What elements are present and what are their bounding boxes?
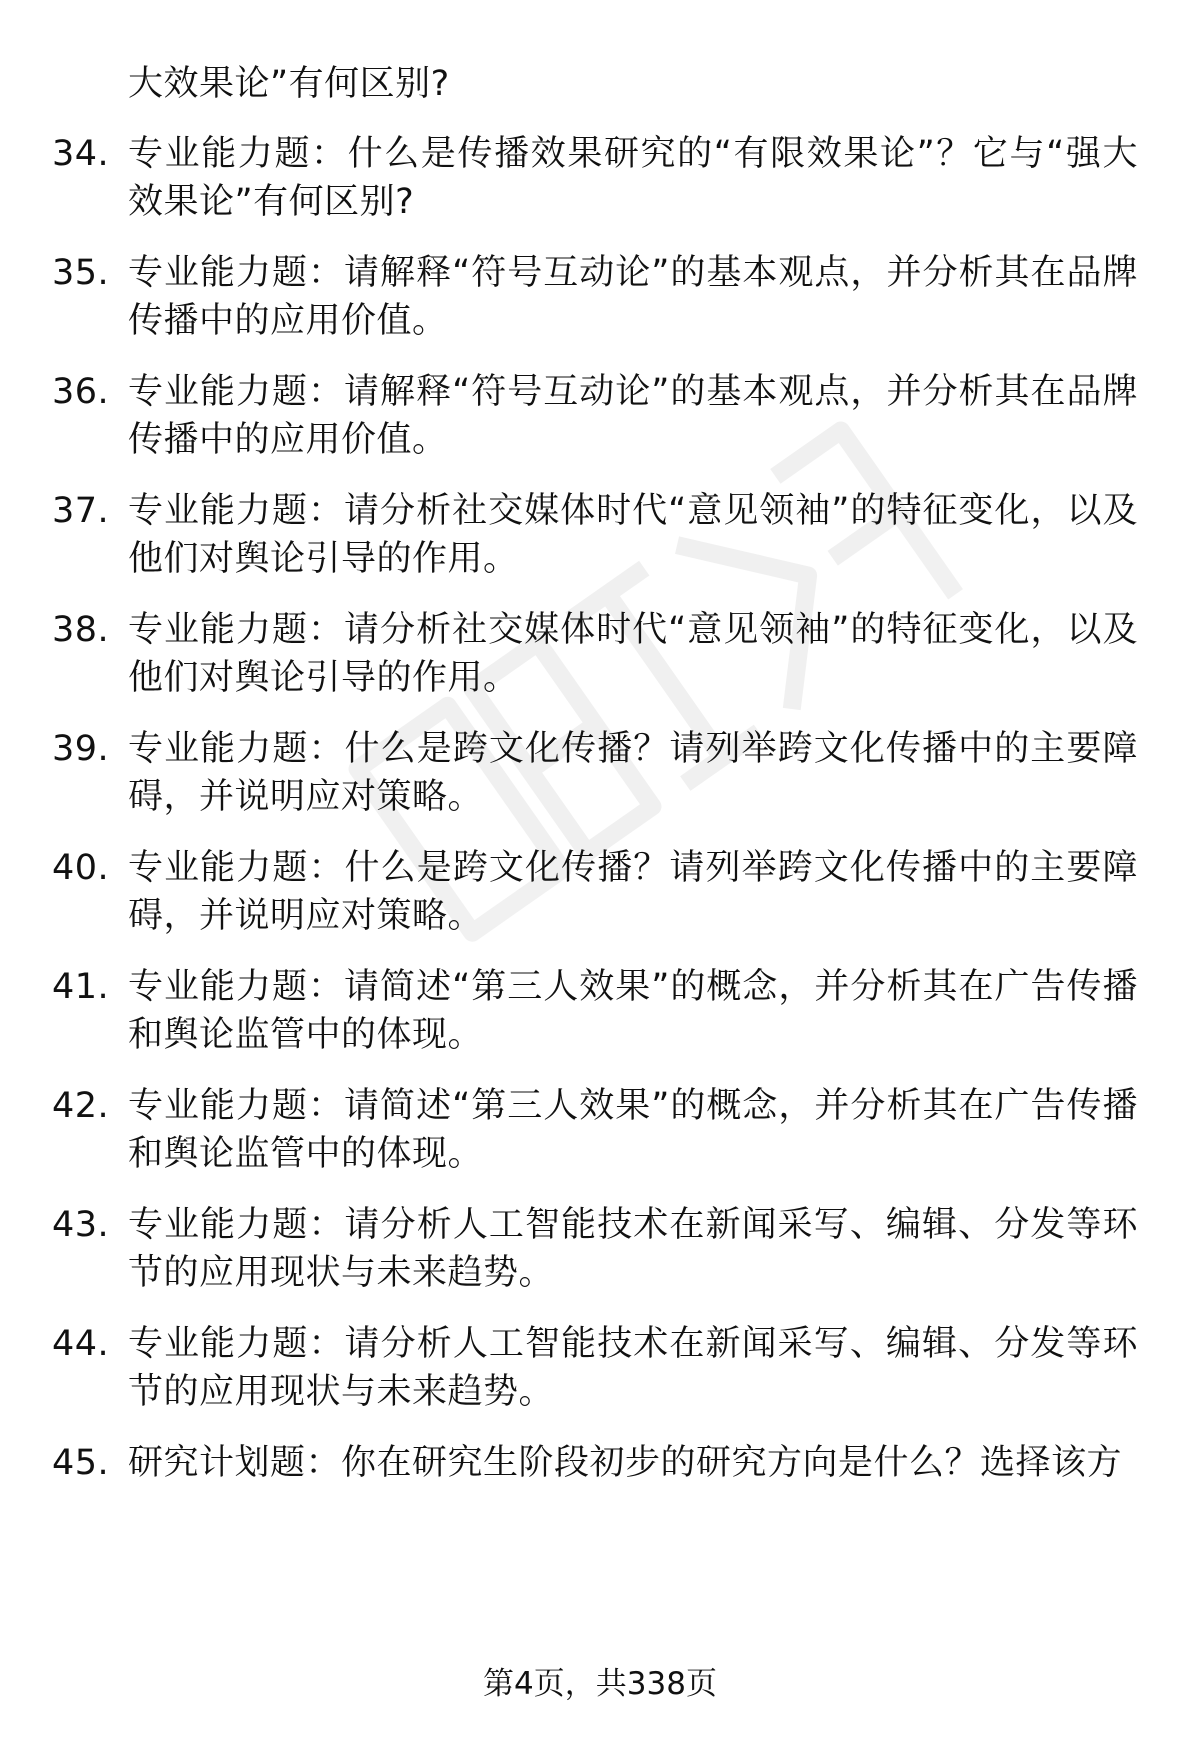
item-number: 38.	[52, 610, 110, 650]
item-number: 43.	[52, 1205, 110, 1245]
list-item	[0, 725, 1200, 825]
item-number: 41.	[52, 967, 110, 1007]
item-number: 39.	[52, 729, 110, 769]
item-text: 专业能力题：请简述“第三人效果”的概念，并分析其在广告传播和舆论监管中的体现。	[128, 967, 1138, 1055]
list-item	[0, 606, 1200, 706]
item-number: 45.	[52, 1443, 110, 1483]
item-text: 研究计划题：你在研究生阶段初步的研究方向是什么？选择该方	[128, 1443, 1123, 1483]
item-text: 专业能力题：请分析社交媒体时代“意见领袖”的特征变化，以及他们对舆论引导的作用。	[128, 610, 1138, 698]
list-item	[0, 130, 1200, 230]
list-item	[0, 249, 1200, 349]
item-number: 40.	[52, 848, 110, 888]
list-item	[0, 1082, 1200, 1182]
continuation-text: 大效果论”有何区别?	[128, 64, 450, 104]
item-text: 专业能力题：请简述“第三人效果”的概念，并分析其在广告传播和舆论监管中的体现。	[128, 1086, 1138, 1174]
item-number: 37.	[52, 491, 110, 531]
item-text: 专业能力题：请解释“符号互动论”的基本观点，并分析其在品牌传播中的应用价值。	[128, 372, 1138, 460]
item-number: 36.	[52, 372, 110, 412]
item-number: 42.	[52, 1086, 110, 1126]
item-number: 34.	[52, 134, 110, 174]
item-number: 35.	[52, 253, 110, 293]
list-item	[0, 1320, 1200, 1420]
list-item	[0, 1201, 1200, 1301]
item-text: 专业能力题：请分析人工智能技术在新闻采写、编辑、分发等环节的应用现状与未来趋势。	[128, 1205, 1138, 1293]
list-item	[0, 368, 1200, 468]
item-text: 专业能力题：什么是跨文化传播？请列举跨文化传播中的主要障碍，并说明应对策略。	[128, 729, 1138, 817]
list-item	[0, 487, 1200, 587]
page-footer: 第4页，共338页	[483, 1666, 717, 1702]
item-text: 专业能力题：请分析社交媒体时代“意见领袖”的特征变化，以及他们对舆论引导的作用。	[128, 491, 1138, 579]
list-item	[0, 963, 1200, 1063]
list-item	[0, 1439, 1200, 1539]
item-number: 44.	[52, 1324, 110, 1364]
item-text: 专业能力题：请解释“符号互动论”的基本观点，并分析其在品牌传播中的应用价值。	[128, 253, 1138, 341]
item-text: 专业能力题：什么是跨文化传播？请列举跨文化传播中的主要障碍，并说明应对策略。	[128, 848, 1138, 936]
item-text: 专业能力题：什么是传播效果研究的“有限效果论”？它与“强大效果论”有何区别?	[128, 134, 1138, 222]
list-item	[0, 844, 1200, 944]
item-text: 专业能力题：请分析人工智能技术在新闻采写、编辑、分发等环节的应用现状与未来趋势。	[128, 1324, 1138, 1412]
